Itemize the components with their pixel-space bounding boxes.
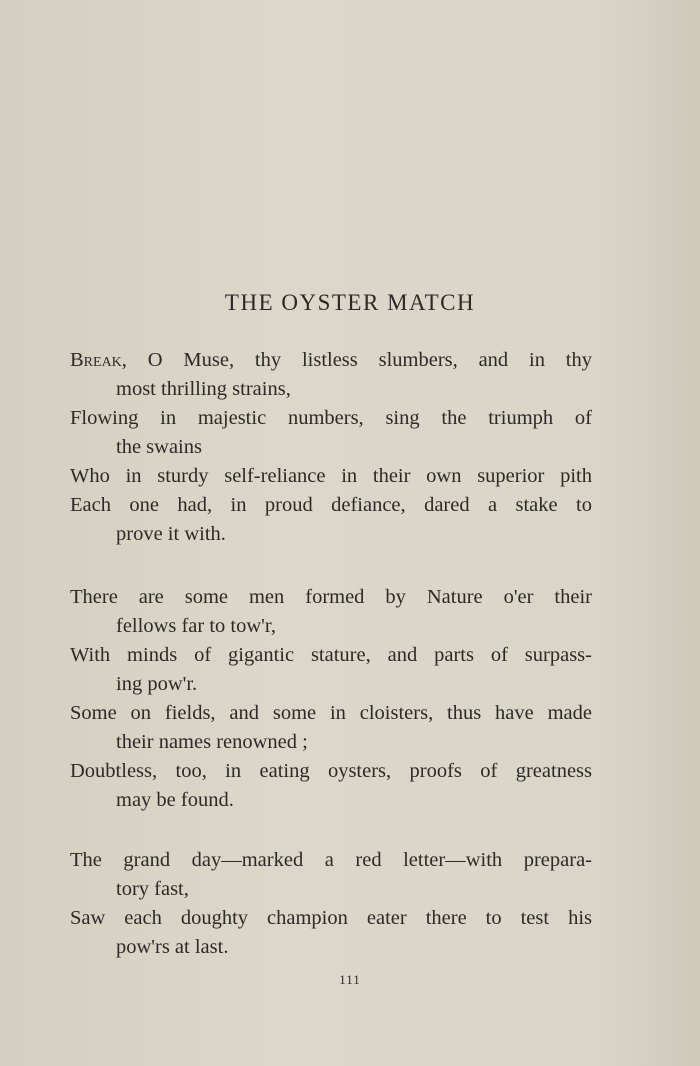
- poem-line: Each one had, in proud defiance, dared a stake to: [70, 494, 592, 516]
- page-number: 111: [339, 972, 361, 987]
- poem-line: may be found.: [116, 789, 234, 811]
- poem-line: Saw each doughty champion eater there to test his: [70, 907, 592, 929]
- poem-line: the swains: [116, 436, 202, 458]
- poem-line: Flowing in majestic numbers, sing the triumph of: [70, 407, 592, 429]
- poem-line: Doubtless, too, in eating oysters, proofs of greatness: [70, 760, 592, 782]
- poem-line: Break, O Muse, thy listless slumbers, and in thy: [70, 349, 592, 371]
- poem-line: Who in sturdy self-reliance in their own superior pith: [70, 465, 592, 487]
- poem-line: There are some men formed by Nature o'er their: [70, 586, 592, 608]
- stanza-2: [70, 583, 592, 815]
- poem-line: The grand day—marked a red letter—with prepara-: [70, 849, 592, 871]
- poem-line: prove it with.: [116, 523, 226, 545]
- poem-line: their names renowned ;: [116, 731, 308, 753]
- stanza-3: [70, 846, 592, 962]
- small-caps-opening: Break: [70, 349, 122, 371]
- poem-line: ing pow'r.: [116, 673, 198, 695]
- poem-line: tory fast,: [116, 878, 189, 900]
- stanza-1: [70, 346, 592, 549]
- poem-line: Some on fields, and some in cloisters, thus have made: [70, 702, 592, 724]
- poem-line: fellows far to tow'r,: [116, 615, 276, 637]
- poem-line: pow'rs at last.: [116, 936, 229, 958]
- poem-line: With minds of gigantic stature, and parts of surpass-: [70, 644, 592, 666]
- poem-line: most thrilling strains,: [116, 378, 291, 400]
- poem-title: THE OYSTER MATCH: [224, 290, 476, 315]
